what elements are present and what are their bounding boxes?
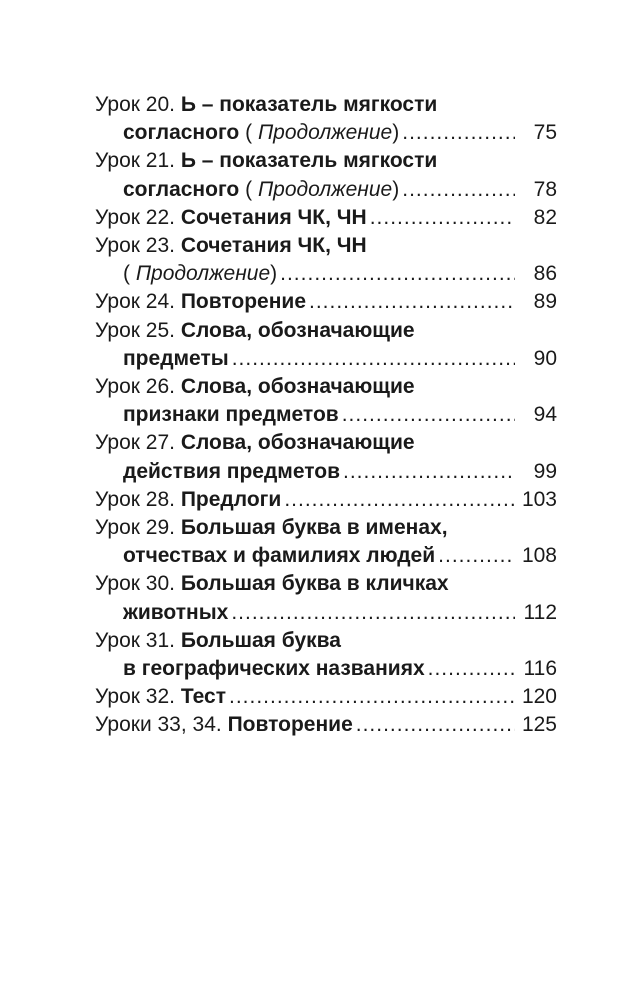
lesson-title-continued: действия предметов [123,459,340,483]
toc-entry[interactable] [95,429,557,485]
lesson-number: Урок 26. [95,375,175,399]
dot-leader [342,401,515,429]
toc-entry[interactable] [95,514,557,570]
lesson-title: Ь – показатель мягкости [180,93,438,116]
toc-entry[interactable] [95,570,557,626]
lesson-number: Урок 23. [95,234,175,258]
toc-entry[interactable] [95,627,557,683]
dot-leader [284,486,515,514]
lesson-note: Продолжение [257,177,393,201]
lesson-title: Большая буква в кличках [180,572,449,596]
page-number: 99 [533,459,557,483]
page-number: 103 [521,487,557,511]
lesson-title: Слова, обозначающие [180,431,415,455]
lesson-title: Большая буква [180,628,341,652]
page-number: 78 [533,177,557,201]
page-number: 90 [533,346,557,370]
toc-entry[interactable]: Урок 20. Ь – показатель мягкости согласного ( Продолжение ) ..... 75 [95,91,557,147]
toc-entry[interactable] [95,317,557,373]
lesson-number: Урок 28. [95,487,175,511]
lesson-title-continued: согласного [123,177,240,201]
lesson-title: Слова, обозначающие [180,318,415,342]
toc-entry[interactable] [95,204,557,232]
dot-leader [438,542,515,570]
lesson-title: Сочетания ЧК, ЧН [180,234,367,258]
toc-entry[interactable] [95,683,557,711]
lesson-number: Урок 31. [95,628,175,652]
lesson-number: Урок 24. [95,290,175,314]
lesson-number: Урок 21. [95,149,175,173]
dot-leader [402,176,515,204]
page-number: 89 [533,290,557,314]
lesson-title-continued: согласного [123,121,240,145]
lesson-title: Тест [180,685,226,709]
dot-leader [309,288,515,316]
lesson-number: Уроки 33, 34. [95,713,222,737]
lesson-number: Урок 32. [95,685,175,709]
dot-leader [356,711,515,739]
lesson-title-continued: предметы [123,346,229,370]
toc-entry[interactable] [95,486,557,514]
page-number: 86 [533,262,557,286]
page-number: 75 [533,121,557,145]
page-number: 82 [533,205,557,229]
toc-entry[interactable]: Урок 23. Сочетания ЧК, ЧН ( Продолжение ) ..... 86 [95,232,557,288]
dot-leader [402,119,515,147]
dot-leader [231,599,515,627]
lesson-title: Сочетания ЧК, ЧН [180,205,367,229]
lesson-number: Урок 27. [95,431,175,455]
page-number: 125 [521,713,557,737]
page-number: 108 [521,544,557,568]
lesson-title: Повторение [227,713,353,737]
lesson-number: Урок 29. [95,516,175,540]
lesson-note: Продолжение [257,121,393,145]
page-number: 94 [533,403,557,427]
dot-leader [280,260,515,288]
lesson-title: Большая буква в именах, [180,516,448,540]
lesson-title: Предлоги [180,487,282,511]
page-number: 112 [523,600,557,624]
lesson-note: Продолжение [135,262,271,286]
toc-entry[interactable] [95,288,557,316]
lesson-number: Урок 30. [95,572,175,596]
lesson-title-continued: в географических названиях [123,657,425,681]
dot-leader [428,655,515,683]
table-of-contents [95,91,557,740]
lesson-title-continued: отчествах и фамилиях людей [123,544,436,568]
toc-entry[interactable] [95,373,557,429]
lesson-number: Урок 25. [95,318,175,342]
toc-entry[interactable] [95,711,557,739]
lesson-title: Повторение [180,290,306,314]
lesson-title-continued: животных [123,600,229,624]
page-number: 116 [523,657,557,681]
lesson-number: Урок 22. [95,205,175,229]
page-number: 120 [521,685,557,709]
dot-leader [343,458,515,486]
dot-leader [229,683,515,711]
lesson-title-continued: признаки предметов [123,403,339,427]
dot-leader [232,345,515,373]
dot-leader [370,204,515,232]
lesson-title: Слова, обозначающие [180,375,415,399]
toc-entry[interactable]: Урок 21. Ь – показатель мягкости согласного ( Продолжение ) ..... 78 [95,147,557,203]
lesson-title: Ь – показатель мягкости [180,149,438,173]
lesson-number: Урок 20. [95,93,175,116]
